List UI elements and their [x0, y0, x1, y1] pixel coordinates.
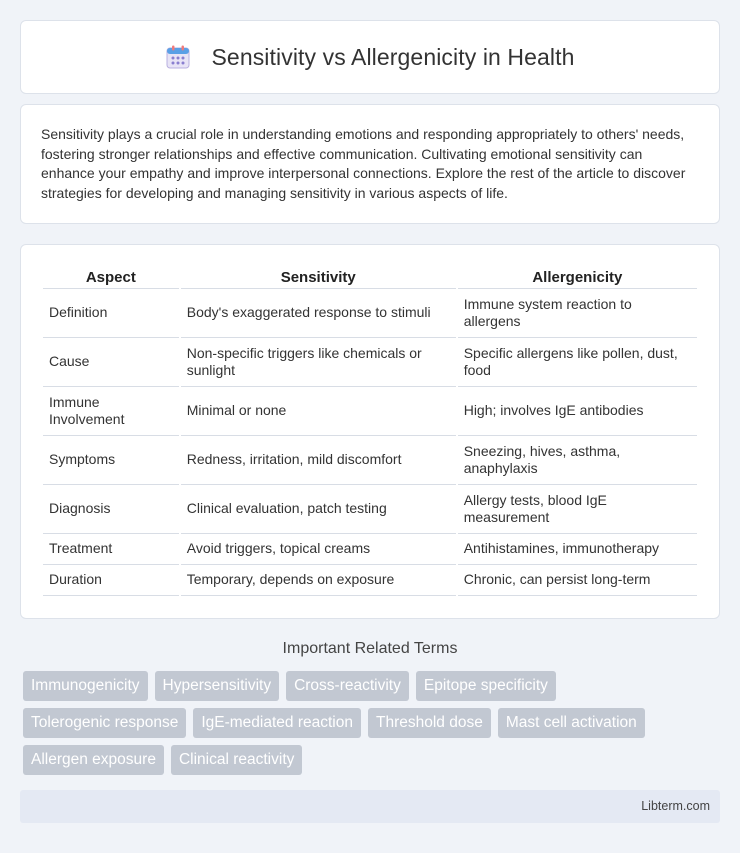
table-cell: High; involves IgE antibodies	[458, 387, 697, 436]
table-cell: Body's exaggerated response to stimuli	[181, 289, 456, 338]
table-cell: Immune system reaction to allergens	[458, 289, 697, 338]
table-row	[43, 436, 697, 485]
table-row	[43, 387, 697, 436]
comparison-table-card	[20, 244, 720, 619]
table-cell: Minimal or none	[181, 387, 456, 436]
table-cell: Diagnosis	[43, 485, 179, 534]
tag-clinical-reactivity[interactable]: Clinical reactivity	[171, 745, 302, 775]
table-cell: Antihistamines, immunotherapy	[458, 534, 697, 565]
table-cell: Cause	[43, 338, 179, 387]
table-cell: Chronic, can persist long-term	[458, 565, 697, 596]
tag-allergen-exposure[interactable]: Allergen exposure	[23, 745, 164, 775]
page-title: Sensitivity vs Allergenicity in Health	[211, 43, 575, 70]
table-row	[43, 534, 697, 565]
column-header-aspect: Aspect	[43, 265, 179, 289]
tag-immunogenicity[interactable]: Immunogenicity	[23, 671, 148, 701]
table-cell: Clinical evaluation, patch testing	[181, 485, 456, 534]
table-row	[43, 289, 697, 338]
table-cell: Immune Involvement	[43, 387, 179, 436]
table-row	[43, 485, 697, 534]
tag-ige-mediated-reaction[interactable]: IgE-mediated reaction	[193, 708, 361, 738]
table-header-row	[43, 265, 697, 289]
table-cell: Non-specific triggers like chemicals or sunlight	[181, 338, 456, 387]
tag-threshold-dose[interactable]: Threshold dose	[368, 708, 491, 738]
tag-mast-cell-activation[interactable]: Mast cell activation	[498, 708, 645, 738]
tag-epitope-specificity[interactable]: Epitope specificity	[416, 671, 556, 701]
footer	[20, 790, 720, 823]
header-card	[20, 20, 720, 94]
table-cell: Temporary, depends on exposure	[181, 565, 456, 596]
intro-card	[20, 104, 720, 224]
table-cell: Sneezing, hives, asthma, anaphylaxis	[458, 436, 697, 485]
related-terms-tags	[23, 671, 723, 782]
column-header-allergenicity: Allergenicity	[458, 265, 697, 289]
table-row	[43, 338, 697, 387]
tag-cross-reactivity[interactable]: Cross-reactivity	[286, 671, 409, 701]
tag-tolerogenic-response[interactable]: Tolerogenic response	[23, 708, 186, 738]
table-cell: Symptoms	[43, 436, 179, 485]
table-cell: Redness, irritation, mild discomfort	[181, 436, 456, 485]
footer-site-link[interactable]: Libterm.com	[641, 799, 710, 813]
calendar-icon	[165, 44, 191, 70]
comparison-table	[41, 265, 699, 596]
table-cell: Definition	[43, 289, 179, 338]
table-cell: Avoid triggers, topical creams	[181, 534, 456, 565]
table-cell: Specific allergens like pollen, dust, food	[458, 338, 697, 387]
tag-hypersensitivity[interactable]: Hypersensitivity	[155, 671, 280, 701]
related-terms-title: Important Related Terms	[282, 640, 458, 657]
column-header-sensitivity: Sensitivity	[181, 265, 456, 289]
intro-text: Sensitivity plays a crucial role in understanding emotions and responding appropriately to others' needs, fostering stronger relationships and effective communication. Cultivating emotional sensitivity can enhance your empathy and improve interpersonal connections. Explore the rest of the article to discover strategies for developing and managing sensitivity in various aspects of life.	[41, 126, 686, 201]
table-cell: Allergy tests, blood IgE measurement	[458, 485, 697, 534]
table-cell: Treatment	[43, 534, 179, 565]
table-cell: Duration	[43, 565, 179, 596]
table-row	[43, 565, 697, 596]
